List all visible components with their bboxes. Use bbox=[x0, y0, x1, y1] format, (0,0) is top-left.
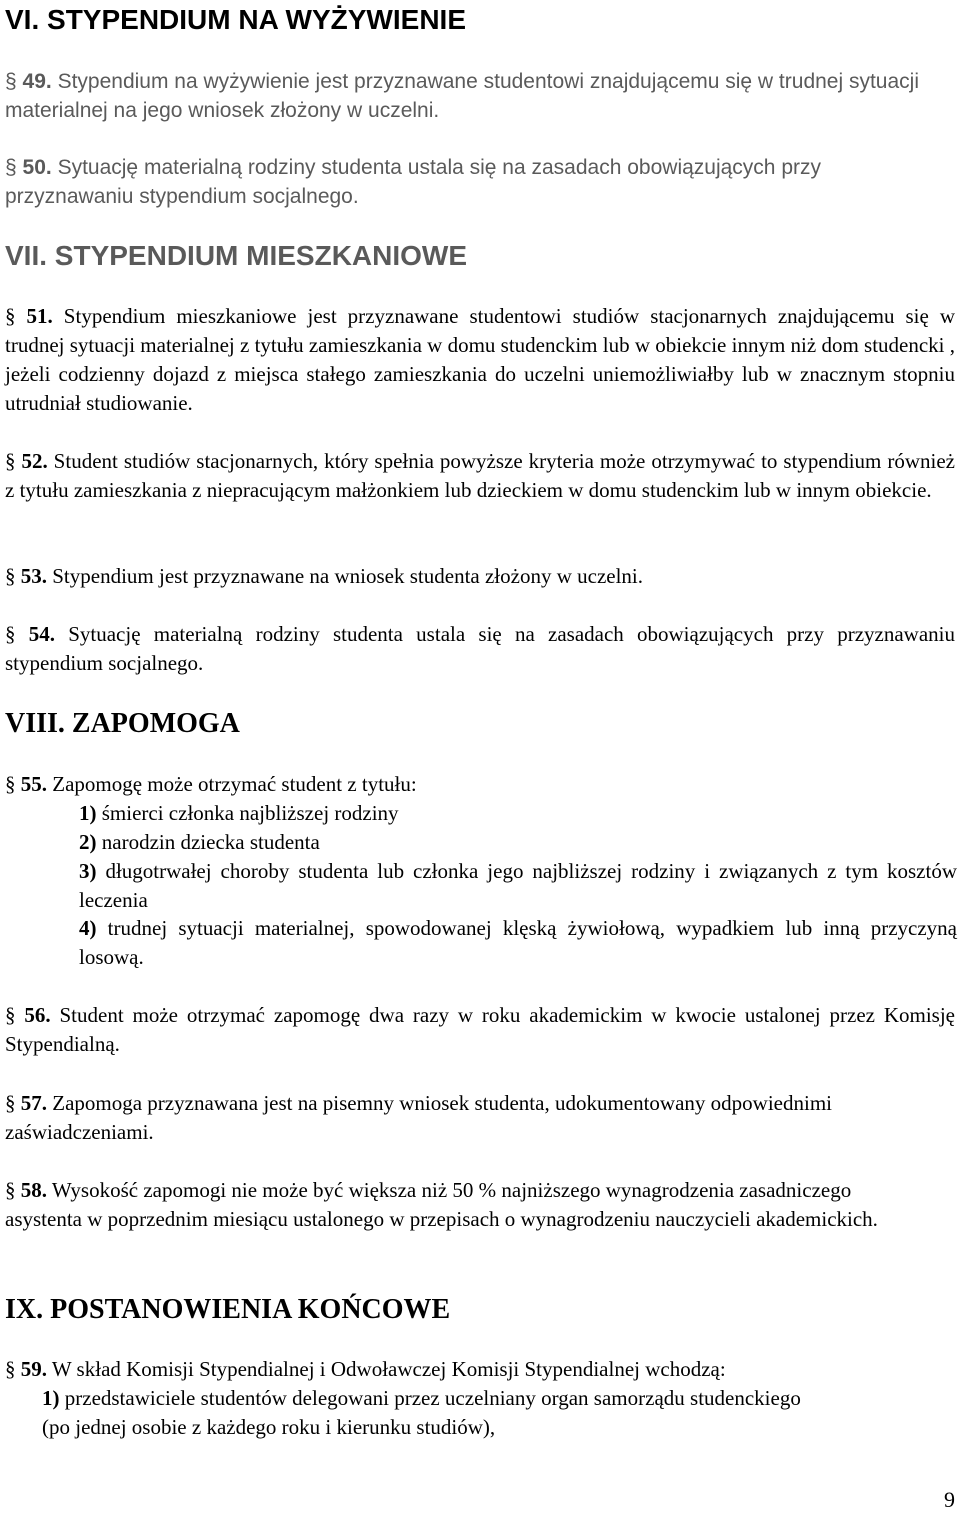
list-item-number: 4) bbox=[79, 916, 97, 940]
list-item-text: długotrwałej choroby studenta lub członka jego najbliższej rodziny i związanych z tym kosztów leczenia bbox=[79, 859, 957, 912]
paragraph-number: 57. bbox=[20, 1091, 47, 1115]
paragraph-56 bbox=[5, 1001, 955, 1059]
paragraph-52 bbox=[5, 447, 955, 505]
section-heading-vi: VI. STYPENDIUM NA WYŻYWIENIE bbox=[5, 4, 466, 35]
paragraph-text: Stypendium mieszkaniowe jest przyznawane studentowi studiów stacjonarnych znajdującemu się w trudnej sytuacji materialnej z tytułu zamieszkania w domu studenckim lub w obiekcie innym niż dom studencki , jeżeli codzienny dojazd z miejsca stałego zamieszkania do uczelni uniemożliwiałby lub w znacznym stopniu utrudniał studiowanie. bbox=[5, 304, 956, 415]
section-symbol: § bbox=[5, 1091, 16, 1115]
paragraph-58 bbox=[5, 1176, 910, 1234]
paragraph-number: 53. bbox=[20, 564, 47, 588]
paragraph-number: 56. bbox=[24, 1003, 51, 1027]
paragraph-text: Zapomoga przyznawana jest na pisemny wniosek studenta, udokumentowany odpowiednimi zaświadczeniami. bbox=[5, 1091, 832, 1144]
section-symbol: § bbox=[5, 1003, 16, 1027]
paragraph-number: 55. bbox=[20, 772, 47, 796]
section-symbol: § bbox=[5, 304, 16, 328]
section-symbol: § bbox=[5, 772, 16, 796]
paragraph-number: 51. bbox=[26, 304, 53, 328]
paragraph-number: 50. bbox=[22, 156, 52, 179]
paragraph-text: W skład Komisji Stypendialnej i Odwoławczej Komisji Stypendialnej wchodzą: bbox=[47, 1357, 726, 1381]
page-number: 9 bbox=[944, 1487, 955, 1512]
paragraph-59 bbox=[5, 1355, 955, 1384]
paragraph-text: Zapomogę może otrzymać student z tytułu: bbox=[47, 772, 417, 796]
section-symbol: § bbox=[5, 1178, 16, 1202]
paragraph-number: 54. bbox=[28, 622, 55, 646]
list-item-number: 1) bbox=[42, 1386, 60, 1410]
paragraph-55 bbox=[5, 770, 955, 799]
section-symbol: § bbox=[5, 1357, 16, 1381]
list-item bbox=[79, 914, 957, 972]
paragraph-number: 49. bbox=[22, 70, 52, 93]
paragraph-text: Stypendium jest przyznawane na wniosek studenta złożony w uczelni. bbox=[47, 564, 643, 588]
paragraph-number: 52. bbox=[21, 449, 48, 473]
section-heading-ix: IX. POSTANOWIENIA KOŃCOWE bbox=[5, 1294, 451, 1325]
paragraph-text: Stypendium na wyżywienie jest przyznawane studentowi znajdującemu się w trudnej sytuacji materialnej na jego wniosek złożony w uczelni. bbox=[5, 70, 919, 122]
section-symbol: § bbox=[5, 70, 17, 93]
paragraph-text: Student studiów stacjonarnych, który spełnia powyższe kryteria może otrzymywać to stypendium również z tytułu zamieszkania z niepracującym małżonkiem lub dzieckiem w domu studenckim lub w innym obiekcie. bbox=[5, 449, 955, 502]
section-symbol: § bbox=[5, 564, 16, 588]
paragraph-49 bbox=[5, 67, 945, 125]
paragraph-50 bbox=[5, 153, 945, 211]
section-symbol: § bbox=[5, 156, 17, 179]
paragraph-text: Wysokość zapomogi nie może być większa niż 50 % najniższego wynagrodzenia zasadniczego asystenta w poprzednim miesiącu ustalonego w przepisach o wynagrodzeniu nauczycieli akademickich. bbox=[5, 1178, 878, 1231]
section-heading-vii: VII. STYPENDIUM MIESZKANIOWE bbox=[5, 240, 468, 271]
list-item-number: 2) bbox=[79, 830, 97, 854]
list-item-text: przedstawiciele studentów delegowani przez uczelniany organ samorządu studenckiego (po jednej osobie z każdego roku i kierunku studiów), bbox=[42, 1386, 801, 1439]
list-item bbox=[79, 799, 957, 828]
list-item bbox=[79, 857, 957, 915]
paragraph-54 bbox=[5, 620, 955, 678]
list-item-text: trudnej sytuacji materialnej, spowodowanej klęską żywiołową, wypadkiem lub inną przyczyną losową. bbox=[79, 916, 957, 969]
paragraph-53 bbox=[5, 562, 955, 591]
list-item-number: 1) bbox=[79, 801, 97, 825]
list-item-text: narodzin dziecka studenta bbox=[96, 830, 320, 854]
list-item bbox=[79, 828, 957, 857]
list-item-text: śmierci członka najbliższej rodziny bbox=[96, 801, 399, 825]
paragraph-text: Sytuację materialną rodziny studenta ustala się na zasadach obowiązujących przy przyznawaniu stypendium socjalnego. bbox=[5, 156, 821, 208]
paragraph-text: Student może otrzymać zapomogę dwa razy w roku akademickim w kwocie ustalonej przez Komisję Stypendialną. bbox=[5, 1003, 955, 1056]
section-symbol: § bbox=[5, 622, 16, 646]
paragraph-text: Sytuację materialną rodziny studenta ustala się na zasadach obowiązujących przy przyznawaniu stypendium socjalnego. bbox=[5, 622, 955, 675]
section-symbol: § bbox=[5, 449, 16, 473]
paragraph-57 bbox=[5, 1089, 875, 1147]
paragraph-number: 58. bbox=[20, 1178, 47, 1202]
list-item-number: 3) bbox=[79, 859, 97, 883]
section-heading-viii: VIII. ZAPOMOGA bbox=[5, 708, 240, 739]
list-item bbox=[42, 1384, 832, 1442]
paragraph-51 bbox=[5, 302, 955, 418]
paragraph-number: 59. bbox=[20, 1357, 47, 1381]
